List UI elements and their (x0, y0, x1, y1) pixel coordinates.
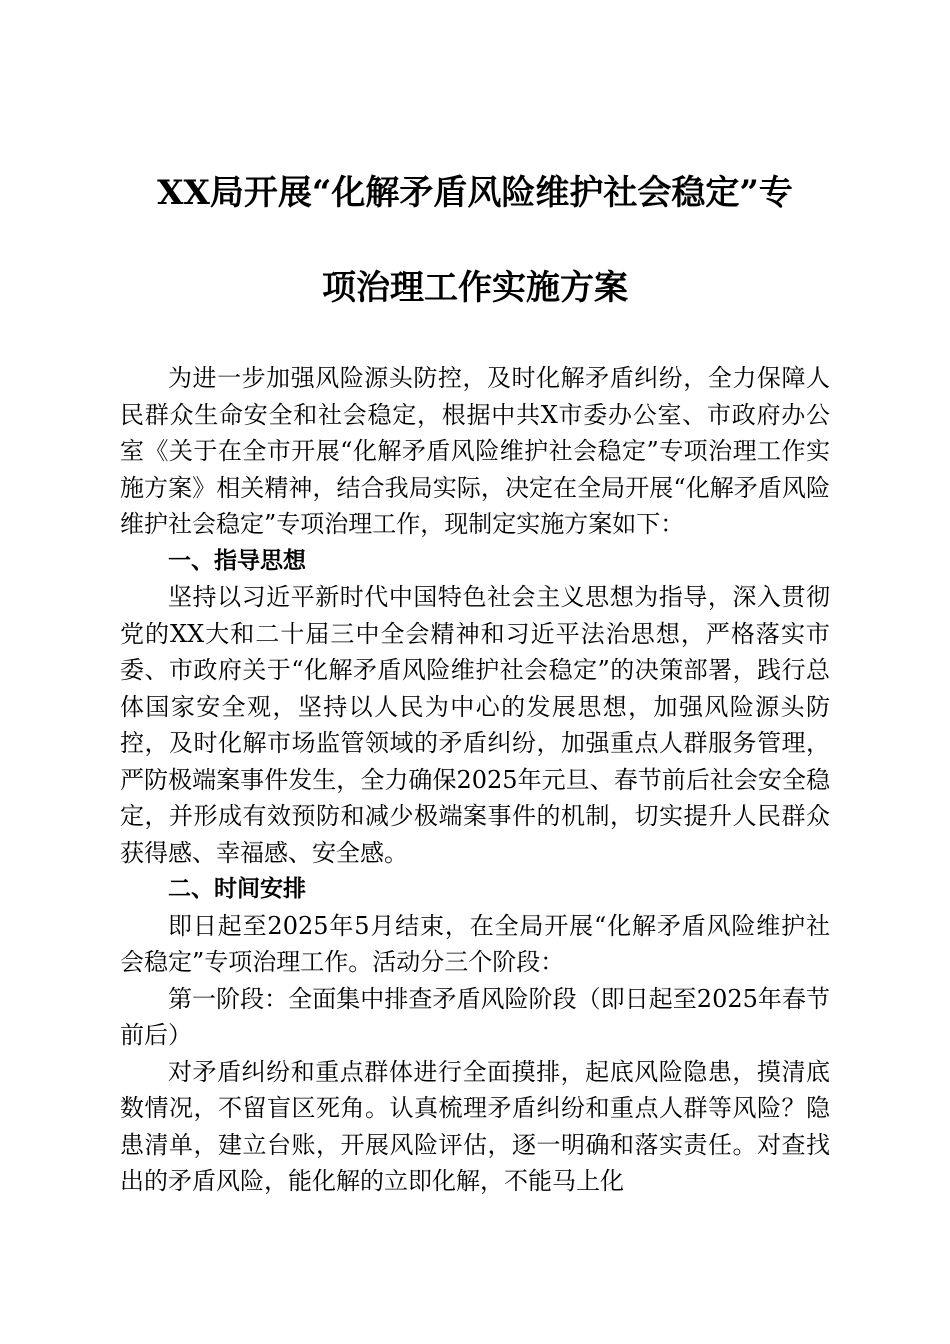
document-title-line-1: XX局开展“化解矛盾风险维护社会稳定”专 (157, 173, 793, 213)
phase-one-paragraph: 对矛盾纠纷和重点群体进行全面摸排，起底风险隐患，摸清底数情况，不留盲区死角。认真梳理矛盾纠纷和重点人群等风险？隐患清单，建立台账，开展风险评估，逐一明确和落实责任。对查找出的矛盾风险，能化解的立即化解，不能马上化 (120, 1057, 830, 1195)
section-heading-schedule: 二、时间安排 (168, 876, 306, 902)
document-title-line-2: 项治理工作实施方案 (322, 268, 628, 308)
phase-one-title: 第一阶段：全面集中排查矛盾风险阶段（即日起至2025年春节前后） (120, 984, 830, 1049)
document-body (120, 360, 830, 1200)
section-heading-guiding-thought: 一、指导思想 (168, 547, 306, 574)
intro-paragraph: 为进一步加强风险源头防控，及时化解矛盾纠纷，全力保障人民群众生命安全和社会稳定，根据中共X市委办公室、市政府办公室《关于在全市开展“化解矛盾风险维护社会稳定”专项治理工作实施方案》相关精神，结合我局实际，决定在全局开展“化解矛盾风险维护社会稳定”专项治理工作，现制定实施方案如下： (120, 364, 830, 538)
guiding-thought-paragraph: 坚持以习近平新时代中国特色社会主义思想为指导，深入贯彻党的XX大和二十届三中全会精神和习近平法治思想，严格落实市委、市政府关于“化解矛盾风险维护社会稳定”的决策部署，践行总体国家安全观，坚持以人民为中心的发展思想，加强风险源头防控，及时化解市场监管领域的矛盾纠纷，加强重点人群服务管理，严防极端案事件发生，全力确保2025年元旦、春节前后社会安全稳定，并形成有效预防和减少极端案事件的机制，切实提升人民群众获得感、幸福感、安全感。 (120, 583, 830, 867)
schedule-paragraph: 即日起至2025年5月结束，在全局开展“化解矛盾风险维护社会稳定”专项治理工作。活动分三个阶段： (120, 911, 830, 976)
